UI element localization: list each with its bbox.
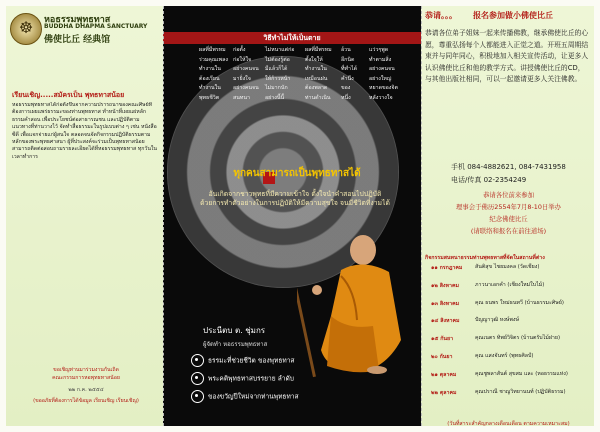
main-headline: ทุกคนสามารถเป็นพุทธทาสได้ xyxy=(233,168,361,179)
schedule-row xyxy=(425,353,590,371)
schedule-row xyxy=(425,389,590,407)
verse-line: ผลที่มีพรหม xyxy=(305,47,332,53)
schedule-place: คุณ แสงจันทร์ (พุทธศิลป์) xyxy=(475,352,534,359)
schedule-footnote: (วันที่สาระสำคัญกลางเดือนเดือน ตามความเหมาะสม) xyxy=(447,421,570,426)
right-heading-1: 恭请。。。 xyxy=(425,11,457,20)
headline-subtitle xyxy=(175,190,415,208)
cd-disc-icon xyxy=(191,354,204,367)
verse-line: ท่านดำเนิน xyxy=(305,94,331,101)
verse-line: ทำตามสิ่ง xyxy=(369,56,392,63)
verse-line: ตั้งใจให้ xyxy=(305,56,323,63)
schedule-date: ๒๒ ตุลาคม xyxy=(431,389,457,396)
invite-line-3: 纪念佛使比丘 xyxy=(489,215,528,223)
cd-item xyxy=(191,354,294,367)
schedule-place: คุณปราณี ชาญวิทยานนท์ (ปฏิบัติธรรม) xyxy=(475,388,566,395)
cd-item xyxy=(191,372,294,385)
verse-column-4 xyxy=(305,46,332,104)
schedule-date: ๒๑ ตุลาคม xyxy=(431,371,457,378)
left-panel xyxy=(6,6,163,426)
right-body: 恭请各位弟子姐妹一起来传播佛教，继承佛使比丘的心愿，尊重弘扬每个人都能进入正觉之道。开班五周期结束并与同年同心，积极地加入相关宣传活动，让更多人认识佛使比丘和他的教学方式。讲授佛使比丘的CD，与其他出版社相同，可以一起邀请更多人关注佛教。 xyxy=(425,29,589,84)
left-footer-invite: ขอเชิญท่านมาร่วมงานกันเถิด xyxy=(53,367,119,373)
cd-label: ของขวัญปีใหม่จากท่านพุทธทาส xyxy=(208,392,299,401)
seated-monk-illustration xyxy=(297,220,407,380)
cd-label: ธรรมะที่ช่วยชีวิต ของพุทธทาส xyxy=(208,356,295,365)
verse-line: หลังวางใจ xyxy=(369,94,393,101)
verse-line: ไม่หนาแต่ก่อ xyxy=(265,47,295,53)
schedule-date: ๑๓ สิงหาคม xyxy=(431,300,460,307)
middle-title: วิธีทำไม่ให้เป็นตาย xyxy=(263,34,321,42)
schedule-place: คุณเนตร ทิพย์วิจิตร (บ้านตรับไม้ฝาย) xyxy=(475,335,561,342)
contact-phone-fax: 电话/传真 02-2354249 xyxy=(451,176,527,184)
signature: ประนีตบ ต. ชุ่มกร xyxy=(203,326,266,335)
verse-line: อย่างคนจน xyxy=(369,66,395,73)
verse-line: อ้วน xyxy=(341,47,351,53)
verse-line: ไม่ต้องรู้ต่อ xyxy=(265,56,290,63)
verse-line: คำนึง xyxy=(341,75,354,82)
verse-line: พุทธชีวิต xyxy=(199,94,220,101)
schedule-row xyxy=(425,317,590,335)
brand-chinese: 佛使比丘 经典馆 xyxy=(44,35,111,45)
invite-line-1: 恭请各位前来参加 xyxy=(482,191,535,199)
verse-column-2 xyxy=(233,46,259,104)
verse-line: ทำงานใน xyxy=(199,85,221,92)
verse-line: หนึ่ง xyxy=(341,94,351,101)
brand-header xyxy=(6,10,163,46)
fold-line xyxy=(163,6,165,426)
schedule-date: ๑๕ กันยา xyxy=(431,336,454,343)
verse-line: แว่วๆพูด xyxy=(369,47,389,53)
verse-line: ก่อตั้ง xyxy=(233,47,246,53)
verse-line: ก่อให้ใจ xyxy=(233,56,252,63)
verse-column-3 xyxy=(265,46,295,104)
schedule-place: คุณ ธนพร ใหม่ธนทวี (บ้านธรรมะศิษย์) xyxy=(475,299,564,306)
invite-line-4: (请联络和报名在前往道场) xyxy=(470,227,547,235)
dharma-wheel-logo-icon xyxy=(10,13,42,45)
schedule-place: ปัญญาวุฒิ หงษ์พงษ์ xyxy=(475,317,519,324)
verse-line: ทำงานใน xyxy=(199,66,221,73)
invite-line-2: 理事会于佛历2554年7月8-10日举办 xyxy=(455,203,562,211)
verse-line: อย่างใหญ่ xyxy=(369,75,392,82)
verse-column-5 xyxy=(341,46,357,104)
left-footer-date: ๒๒ ก.ค. ๒๕๕๔ xyxy=(68,387,104,393)
left-footer-committee: คณะกรรมการหอพุทธทาสน้อย xyxy=(52,375,120,381)
verse-line: ร่วมคุณเพลง xyxy=(199,56,228,63)
verse-line: อย่างคนจน xyxy=(233,85,259,92)
verse-line: หยาดของจิต xyxy=(369,85,398,92)
right-panel xyxy=(421,6,594,426)
schedule-date: ๑๑ กรกฎาคม xyxy=(431,265,463,271)
cd-disc-icon xyxy=(191,372,204,385)
schedule-list xyxy=(425,264,590,406)
verse-column-6 xyxy=(369,46,398,104)
subtitle-line-1: อันเกิดจากชาวพุทธที่มีความเข้าใจ ตั้งใจนำคำสอนไปปฏิบัติ xyxy=(208,190,382,198)
left-intro: หอธรรมพุทธทาสได้ก่อตั้งขึ้นจากความปรารถนาของคณะศิษย์ที่ต้องการเผยแพร่ธรรมะของท่านพุทธทาส ทำหน้าที่เผยแผ่หลักธรรมคำสอน เพื่อประโยชน์ต่อสาธารณชน และปฏิบัติตามแนวทางที่ท่านวางไว้ จัดทำสื่อธรรมะในรูปแบบต่าง ๆ เช่น หนังสือ ซีดี เพื่อแจกจ่ายแก่ผู้สนใจ ตลอดจนจัดกิจกรรมปฏิบัติธรรมตามหลักของพระพุทธศาสนา ผู้ที่ประสงค์จะร่วมเป็นพุทธทาสน้อย สามารถติดต่อสอบถามรายละเอียดได้ที่หอธรรมพุทธทาส ทุกวันในเวลาทำการ xyxy=(12,102,157,160)
schedule-row xyxy=(425,335,590,353)
fold-line xyxy=(421,6,423,426)
verse-line: ทำงานใน xyxy=(305,66,327,73)
verse-line: อีกนิด xyxy=(341,56,355,63)
contact-mobile: 手机 084-4882621, 084-7431958 xyxy=(451,163,566,171)
cd-label: พระคติพุทธทาสบรรยาย ลำดับ xyxy=(208,374,294,383)
cd-disc-icon xyxy=(191,390,204,403)
verse-line: ของ xyxy=(341,85,351,92)
verse-line: ให้ก้าวหน้า xyxy=(265,75,291,82)
right-heading-2: 报名参加做小佛使比丘 xyxy=(473,11,553,20)
brand-english: BUDDHA DHAPMA SANCTUARY xyxy=(44,23,148,30)
schedule-place: คุณชูพลาสันต์ สุขสม และ (หอธรรมแห่ง) xyxy=(475,370,568,377)
schedule-place: สันติสุข ไชยมงคล (วัดเชียง) xyxy=(475,264,540,270)
schedule-row xyxy=(425,264,590,282)
middle-panel xyxy=(163,6,421,426)
verse-line: เหมือนฝน xyxy=(305,75,328,82)
verse-line: ไม่มากนัก xyxy=(265,85,288,92)
verse-line: สนทนา xyxy=(233,94,250,101)
schedule-row xyxy=(425,371,590,389)
verse-line: ผลที่มีพรหม xyxy=(199,47,226,53)
signature-caption: ผู้จัดทำ หอธรรมพุทธทาส xyxy=(203,341,268,348)
subtitle-line-2: ด้วยการทำตัวอย่างในการปฏิบัติให้มีความสุขใจ จนมีชีวิตที่งามได้ xyxy=(200,199,390,207)
brand-thai: หอธรรมพุทธทาส xyxy=(44,15,111,25)
verse-line: ต้องพลาด xyxy=(305,85,328,92)
schedule-title: กิจกรรมสนทนาธรรมท่านพุทธทาสที่จัดในสถานที่ต่าง xyxy=(425,255,545,261)
cd-item xyxy=(191,390,299,403)
schedule-date: ๑๒ สิงหาคม xyxy=(431,282,460,289)
verse-line: ต้องเรียน xyxy=(199,75,220,82)
schedule-place: ภาวนาเอกคำ (เชียงใหม่ใบไม้) xyxy=(475,281,545,288)
schedule-date: ๒๐ กันยา xyxy=(431,353,453,360)
schedule-row xyxy=(425,300,590,318)
verse-line: มีแล้วก็ได้ xyxy=(265,66,288,73)
verse-line: มายิ่งใจ xyxy=(233,75,251,82)
verse-line: ที่ทำได้ xyxy=(341,66,358,73)
schedule-date: ๑๔ สิงหาคม xyxy=(431,318,460,325)
verse-column-1 xyxy=(199,46,228,104)
left-footer-note: (ขออภัยที่ต้องการได้ข้อมูล เรียนเชิญ เรียนเชิญ) xyxy=(33,398,139,404)
verse-line: อย่างคนจน xyxy=(233,66,259,73)
left-heading: เรียนเชิญ.....สมัครเป็น พุทธทาสน้อย xyxy=(12,91,125,99)
verse-line: อย่างนี้นี้ xyxy=(265,94,285,101)
schedule-row xyxy=(425,282,590,300)
